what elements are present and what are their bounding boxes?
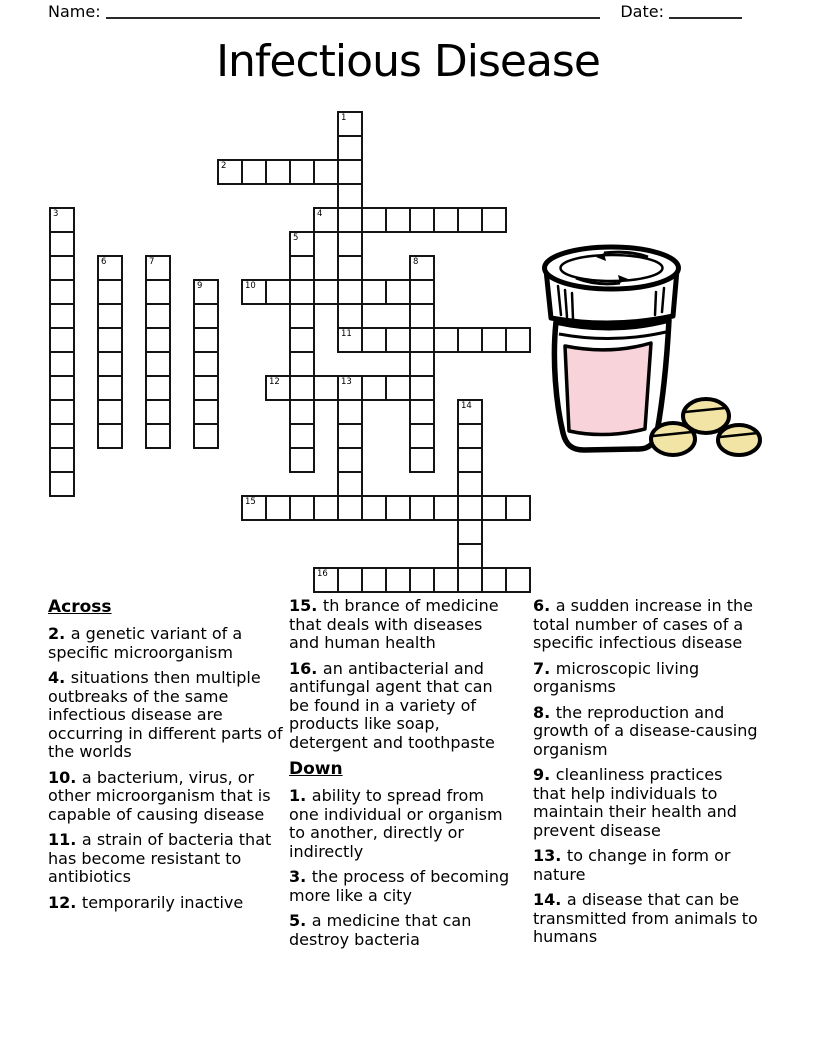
- grid-cell: [337, 279, 363, 305]
- grid-cell: [49, 207, 75, 233]
- grid-cell: [337, 399, 363, 425]
- grid-cell: [337, 447, 363, 473]
- grid-cell: [337, 327, 363, 353]
- clue-number: 2.: [48, 624, 71, 643]
- grid-cell: [49, 423, 75, 449]
- pill-icon: [718, 425, 760, 455]
- grid-cell: [193, 423, 219, 449]
- grid-cell-number: 1: [341, 113, 347, 123]
- grid-cell: [409, 423, 435, 449]
- grid-cell: [193, 399, 219, 425]
- clue-item: 8. the reproduction and growth of a disease-causing organism: [533, 702, 758, 759]
- clue-item: 11. a strain of bacteria that has become resistant to antibiotics: [48, 830, 272, 886]
- grid-cell: [505, 567, 531, 593]
- grid-cell: [241, 279, 267, 305]
- grid-cell: [145, 255, 171, 281]
- grid-cell-number: 11: [341, 329, 352, 339]
- grid-cell: [49, 327, 75, 353]
- clue-number: 14.: [533, 890, 567, 909]
- date-label: Date:: [620, 2, 664, 21]
- grid-cell: [313, 567, 339, 593]
- clue-number: 11.: [48, 830, 82, 849]
- grid-cell: [457, 543, 483, 569]
- clue-number: 6.: [533, 596, 556, 615]
- grid-cell: [145, 375, 171, 401]
- name-label: Name:: [48, 2, 101, 21]
- grid-cell: [97, 327, 123, 353]
- grid-cell: [313, 207, 339, 233]
- grid-cell: [457, 399, 483, 425]
- grid-cell: [409, 447, 435, 473]
- grid-cell: [409, 399, 435, 425]
- grid-cell: [337, 495, 363, 521]
- grid-cell: [313, 495, 339, 521]
- grid-cell: [97, 399, 123, 425]
- grid-cell: [409, 375, 435, 401]
- grid-cell-number: 6: [101, 257, 107, 267]
- clue-number: 16.: [289, 658, 323, 678]
- clue-number: 3.: [289, 867, 312, 886]
- grid-cell: [505, 495, 531, 521]
- clue-number: 9.: [533, 765, 556, 784]
- grid-cell: [361, 279, 387, 305]
- grid-cell: [481, 207, 507, 233]
- grid-cell: [289, 159, 315, 185]
- grid-cell-number: 12: [269, 377, 280, 387]
- grid-cell-number: 9: [197, 281, 203, 291]
- name-underline: [106, 17, 601, 19]
- grid-cell: [457, 519, 483, 545]
- grid-cell: [409, 495, 435, 521]
- clue-number: 10.: [48, 767, 82, 787]
- grid-cell: [385, 567, 411, 593]
- grid-cell: [337, 111, 363, 137]
- grid-cell: [409, 279, 435, 305]
- grid-cell: [385, 495, 411, 521]
- grid-cell: [97, 375, 123, 401]
- clue-number: 7.: [533, 658, 556, 678]
- grid-cell: [409, 567, 435, 593]
- pill-icon: [651, 423, 695, 455]
- grid-cell: [433, 567, 459, 593]
- grid-cell: [457, 447, 483, 473]
- grid-cell: [457, 471, 483, 497]
- grid-cell: [361, 567, 387, 593]
- clue-item: 13. to change in form or nature: [533, 846, 731, 884]
- clue-item: 1. ability to spread from one individual or organism to another, directly or indirectly: [289, 786, 503, 861]
- grid-cell: [337, 207, 363, 233]
- grid-cell: [145, 423, 171, 449]
- grid-cell-number: 10: [245, 281, 256, 291]
- grid-cell: [193, 327, 219, 353]
- grid-cell-number: 7: [149, 257, 155, 267]
- clue-item: 5. a medicine that can destroy bacteria: [289, 911, 472, 949]
- clue-item: 12. temporarily inactive: [48, 892, 244, 912]
- pill-bottle-illustration: [538, 228, 770, 463]
- grid-cell: [289, 447, 315, 473]
- grid-cell: [457, 207, 483, 233]
- grid-cell: [289, 255, 315, 281]
- grid-cell: [457, 495, 483, 521]
- clue-number: 4.: [48, 668, 71, 687]
- clue-number: 13.: [533, 846, 567, 865]
- clue-item: 16. an antibacterial and antifungal agent that can be found in a variety of products like soap, detergent and toothpaste: [289, 658, 495, 752]
- grid-cell: [337, 375, 363, 401]
- clue-number: 8.: [533, 702, 556, 722]
- grid-cell: [97, 423, 123, 449]
- date-underline: [669, 17, 742, 19]
- grid-cell-number: 16: [317, 569, 328, 579]
- clue-item: 3. the process of becoming more like a city: [289, 867, 510, 905]
- grid-cell: [433, 495, 459, 521]
- grid-cell: [49, 447, 75, 473]
- clue-section-header: Down: [289, 759, 343, 779]
- grid-cell: [337, 231, 363, 257]
- grid-cell-number: 14: [461, 401, 472, 411]
- clue-item: 15. th brance of medicine that deals with diseases and human health: [289, 596, 499, 652]
- clue-item: 4. situations then multiple outbreaks of the same infectious disease are occurring in different parts of the worlds: [48, 668, 283, 761]
- grid-cell: [289, 327, 315, 353]
- grid-cell: [241, 495, 267, 521]
- grid-cell: [433, 327, 459, 353]
- grid-cell: [193, 351, 219, 377]
- grid-cell: [193, 279, 219, 305]
- grid-cell: [97, 255, 123, 281]
- grid-cell: [265, 495, 291, 521]
- clue-item: 6. a sudden increase in the total number of cases of a specific infectious disease: [533, 596, 753, 652]
- grid-cell: [289, 351, 315, 377]
- grid-cell: [289, 303, 315, 329]
- grid-cell: [289, 231, 315, 257]
- grid-cell: [385, 375, 411, 401]
- grid-cell: [265, 279, 291, 305]
- clue-section-header: Across: [48, 597, 112, 617]
- grid-cell: [313, 279, 339, 305]
- grid-cell: [49, 231, 75, 257]
- grid-cell: [289, 375, 315, 401]
- clue-item: 14. a disease that can be transmitted from animals to humans: [533, 890, 758, 946]
- grid-cell-number: 2: [221, 161, 227, 171]
- clue-number: 5.: [289, 911, 312, 930]
- grid-cell: [409, 255, 435, 281]
- grid-cell: [337, 567, 363, 593]
- grid-cell: [361, 495, 387, 521]
- grid-cell: [97, 351, 123, 377]
- clue-column: [48, 597, 286, 919]
- clue-column: [533, 597, 760, 954]
- grid-cell: [313, 159, 339, 185]
- grid-cell: [409, 351, 435, 377]
- grid-cell: [385, 207, 411, 233]
- grid-cell: [49, 279, 75, 305]
- grid-cell: [145, 327, 171, 353]
- grid-cell-number: 4: [317, 209, 323, 219]
- grid-cell: [385, 327, 411, 353]
- clue-item: 9. cleanliness practices that help individuals to maintain their health and prevent disease: [533, 765, 737, 840]
- grid-cell: [49, 375, 75, 401]
- grid-cell: [337, 423, 363, 449]
- grid-cell: [337, 159, 363, 185]
- grid-cell: [409, 327, 435, 353]
- grid-cell: [49, 399, 75, 425]
- grid-cell: [193, 303, 219, 329]
- grid-cell: [265, 375, 291, 401]
- clue-number: 15.: [289, 596, 323, 615]
- grid-cell: [385, 279, 411, 305]
- grid-cell: [217, 159, 243, 185]
- grid-cell: [49, 351, 75, 377]
- bottle-label: [565, 343, 651, 435]
- grid-cell-number: 8: [413, 257, 419, 267]
- grid-cell: [49, 303, 75, 329]
- grid-cell: [481, 327, 507, 353]
- grid-cell: [409, 303, 435, 329]
- grid-cell: [145, 351, 171, 377]
- clue-item: 10. a bacterium, virus, or other microorganism that is capable of causing disease: [48, 767, 271, 824]
- grid-cell: [457, 327, 483, 353]
- grid-cell: [337, 135, 363, 161]
- grid-cell: [289, 279, 315, 305]
- page-title: Infectious Disease: [216, 36, 600, 87]
- crossword-grid: [49, 111, 533, 595]
- grid-cell-number: 13: [341, 377, 352, 387]
- grid-cell-number: 5: [293, 233, 299, 243]
- grid-cell: [457, 567, 483, 593]
- header-row: [48, 1, 742, 21]
- grid-cell: [241, 159, 267, 185]
- grid-cell: [481, 567, 507, 593]
- grid-cell: [433, 207, 459, 233]
- clue-number: 1.: [289, 786, 312, 805]
- grid-cell: [289, 495, 315, 521]
- clue-item: 7. microscopic living organisms: [533, 658, 700, 696]
- grid-cell-number: 3: [53, 209, 59, 219]
- grid-cell: [409, 207, 435, 233]
- grid-cell: [337, 303, 363, 329]
- grid-cell: [145, 303, 171, 329]
- grid-cell: [49, 255, 75, 281]
- grid-cell: [361, 207, 387, 233]
- grid-cell: [289, 399, 315, 425]
- grid-cell: [361, 327, 387, 353]
- clue-number: 12.: [48, 892, 82, 912]
- grid-cell: [145, 399, 171, 425]
- grid-cell: [97, 279, 123, 305]
- grid-cell: [337, 255, 363, 281]
- grid-cell: [265, 159, 291, 185]
- grid-cell: [337, 471, 363, 497]
- grid-cell: [289, 423, 315, 449]
- clue-column: [289, 597, 514, 956]
- grid-cell: [313, 375, 339, 401]
- grid-cell: [505, 327, 531, 353]
- grid-cell: [457, 423, 483, 449]
- grid-cell: [145, 279, 171, 305]
- grid-cell: [361, 375, 387, 401]
- grid-cell: [49, 471, 75, 497]
- grid-cell: [97, 303, 123, 329]
- clue-item: 2. a genetic variant of a specific microorganism: [48, 624, 243, 662]
- grid-cell: [193, 375, 219, 401]
- grid-cell-number: 15: [245, 497, 256, 507]
- grid-cell: [481, 495, 507, 521]
- grid-cell: [337, 183, 363, 209]
